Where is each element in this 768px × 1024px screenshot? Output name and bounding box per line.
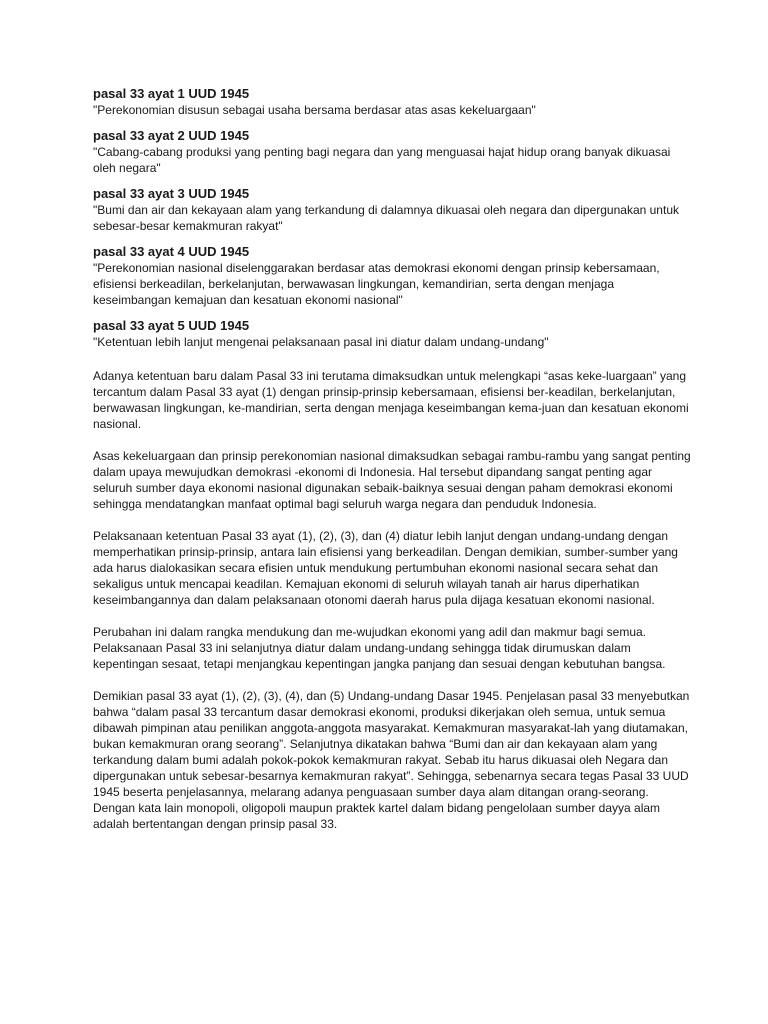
body-paragraph-4: Perubahan ini dalam rangka mendukung dan me-wujudkan ekonomi yang adil dan makmur bagi semua. Pelaksanaan Pasal 33 ini selanjutnya diatur dalam undang-undang sehingga tidak dirumuskan dalam kepentingan sesaat, tetapi menjangkau kepentingan jangka panjang dan sesuai dengan kebutuhan bangsa.	[93, 625, 666, 671]
ayat-text: "Bumi dan air dan kekayaan alam yang terkandung di dalamnya dikuasai oleh negara dan dipergunakan untuk sebesar-besar kemakmuran rakyat"	[93, 203, 679, 233]
ayat-section-4	[93, 244, 693, 308]
ayat-text: "Ketentuan lebih lanjut mengenai pelaksanaan pasal ini diatur dalam undang-undang"	[93, 335, 549, 349]
ayat-title: pasal 33 ayat 5 UUD 1945	[93, 318, 250, 333]
ayat-section-3	[93, 186, 693, 234]
body-paragraph-1: Adanya ketentuan baru dalam Pasal 33 ini terutama dimaksudkan untuk melengkapi “asas keke-luargaan” yang tercantum dalam Pasal 33 ayat (1) dengan prinsip-prinsip kebersamaan, efisiensi ber-keadilan, berkelanjutan, berwawasan lingkungan, ke-mandirian, serta dengan menjaga keseimbangan kema-juan dan kesatuan ekonomi nasional.	[93, 369, 689, 431]
ayat-text: "Perekonomian nasional diselenggarakan berdasar atas demokrasi ekonomi dengan prinsip kebersamaan, efisiensi berkeadilan, berkelanjutan, berwawasan lingkungan, kemandirian, serta dengan menjaga keseimbangan kemajuan dan kesatuan ekonomi nasional"	[93, 261, 660, 307]
ayat-title: pasal 33 ayat 4 UUD 1945	[93, 244, 250, 259]
ayat-section-1	[93, 86, 693, 118]
ayat-section-2	[93, 128, 693, 176]
ayat-text: "Perekonomian disusun sebagai usaha bersama berdasar atas asas kekeluargaan"	[93, 103, 536, 117]
section-gap	[93, 360, 693, 368]
body-paragraph-3: Pelaksanaan ketentuan Pasal 33 ayat (1), (2), (3), dan (4) diatur lebih lanjut dengan undang-undang dengan memperhatikan prinsip-prinsip, antara lain efisiensi yang berkeadilan. Dengan demikian, sumber-sumber yang ada harus dialokasikan secara efisien untuk mendukung pertumbuhan ekonomi nasional secara sehat dan sekaligus untuk mencapai keadilan. Kemajuan ekonomi di seluruh wilayah tanah air harus diperhatikan keseimbangannya dan dalam pelaksanaan otonomi daerah harus pula dijaga kesatuan ekonomi nasional.	[93, 529, 678, 607]
ayat-title: pasal 33 ayat 2 UUD 1945	[93, 128, 250, 143]
ayat-title: pasal 33 ayat 3 UUD 1945	[93, 186, 250, 201]
document-page	[93, 86, 693, 848]
ayat-title: pasal 33 ayat 1 UUD 1945	[93, 86, 250, 101]
body-paragraph-2: Asas kekeluargaan dan prinsip perekonomian nasional dimaksudkan sebagai rambu-rambu yang sangat penting dalam upaya mewujudkan demokrasi -ekonomi di Indonesia. Hal tersebut dipandang sangat penting agar seluruh sumber daya ekonomi nasional digunakan sebaik-baiknya sesuai dengan paham demokrasi ekonomi sehingga mendatangkan manfaat optimal bagi seluruh warga negara dan penduduk Indonesia.	[93, 449, 691, 511]
ayat-section-5	[93, 318, 693, 350]
body-paragraph-5: Demikian pasal 33 ayat (1), (2), (3), (4), dan (5) Undang-undang Dasar 1945. Penjelasan pasal 33 menyebutkan bahwa “dalam pasal 33 tercantum dasar demokrasi ekonomi, produksi dikerjakan oleh semua, untuk semua dibawah pimpinan atau penilikan anggota-anggota masyarakat. Kemakmuran masyarakat-lah yang diutamakan, bukan kemakmuran orang seorang”. Selanjutnya dikatakan bahwa “Bumi dan air dan kekayaan alam yang terkandung dalam bumi adalah pokok-pokok kemakmuran rakyat. Sebab itu harus dikuasai oleh Negara dan dipergunakan untuk sebesar-besarnya kemakmuran rakyat”. Sehingga, sebenarnya secara tegas Pasal 33 UUD 1945 beserta penjelasannya, melarang adanya penguasaan sumber daya alam ditangan orang-seorang. Dengan kata lain monopoli, oligopoli maupun praktek kartel dalam bidang pengelolaan sumber dayya alam adalah bertentangan dengan prinsip pasal 33.	[93, 689, 690, 831]
ayat-text: "Cabang-cabang produksi yang penting bagi negara dan yang menguasai hajat hidup orang banyak dikuasai oleh negara"	[93, 145, 671, 175]
